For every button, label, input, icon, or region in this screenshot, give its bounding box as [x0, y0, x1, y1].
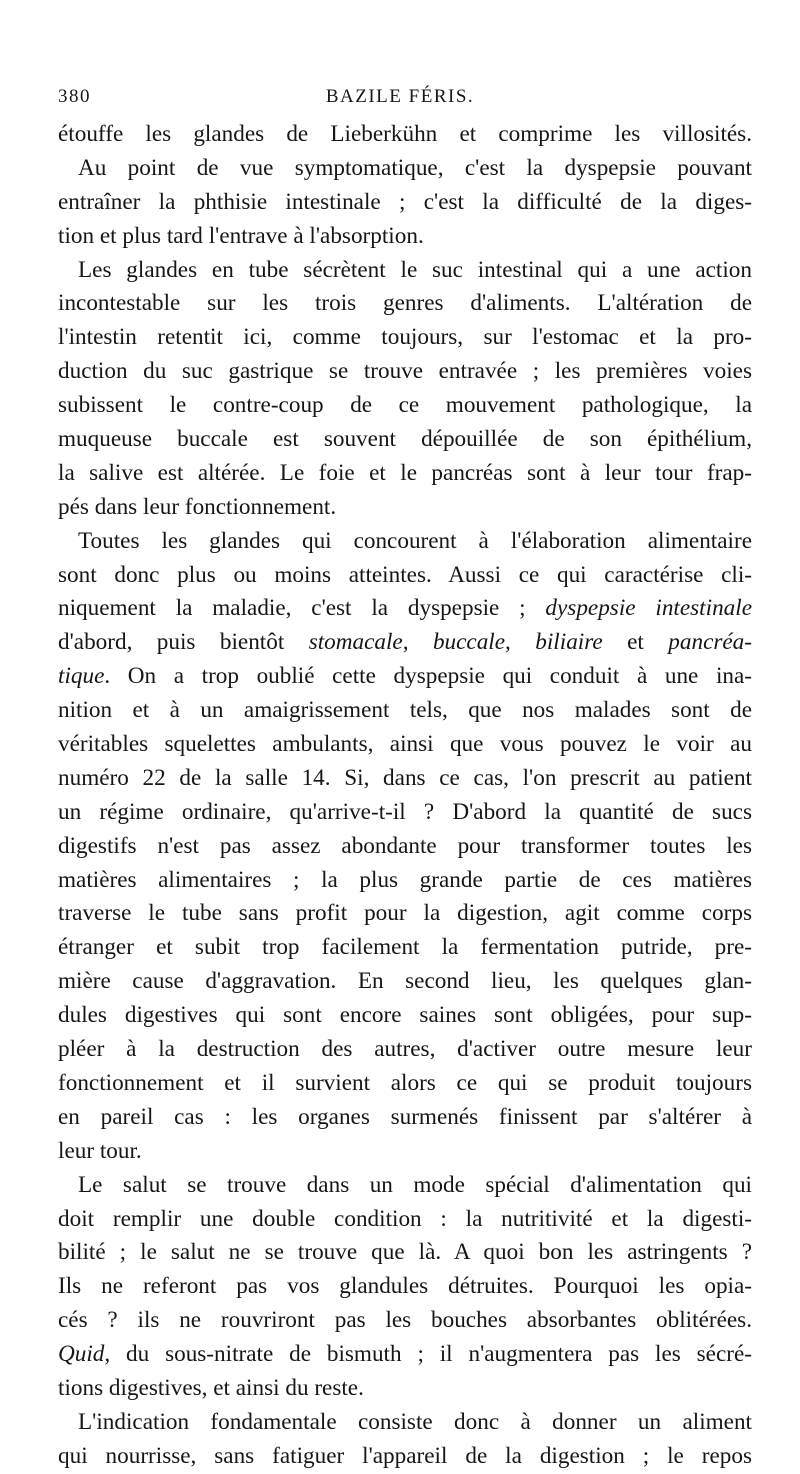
italic-text: dyspepsie intestinale: [545, 595, 752, 622]
text-segment: entraîner la phthisie intestinale ; c'est la difficulté de la diges-: [58, 188, 752, 215]
italic-text: stomacale, buccale, biliaire: [308, 629, 603, 656]
text-segment: étranger et subit trop facilement la fermentation putride, pre-: [58, 934, 752, 961]
text-line: [58, 626, 752, 660]
body-text: [58, 118, 752, 1474]
text-line: [58, 1270, 752, 1304]
text-line: [58, 660, 752, 694]
text-line: [58, 1304, 752, 1338]
text-segment: qui nourrisse, sans fatiguer l'appareil de la digestion ; le repos: [58, 1442, 752, 1469]
page-number: 380: [58, 86, 91, 107]
text-line: [58, 897, 752, 931]
text-line: [58, 762, 752, 796]
text-segment: pléer à la destruction des autres, d'activer outre mesure leur: [58, 1036, 752, 1063]
text-line: [58, 220, 752, 254]
text-line: [58, 287, 752, 321]
text-segment: Le salut se trouve dans un mode spécial d'alimentation qui: [78, 1171, 752, 1198]
text-segment: mière cause d'aggravation. En second lieu, les quelques glan-: [58, 968, 752, 995]
italic-text: pancréa-: [668, 629, 752, 656]
text-segment: sont donc plus ou moins atteintes. Aussi ce qui caractérise cli-: [58, 561, 752, 588]
text-line: [58, 389, 752, 423]
text-segment: L'indication fondamentale consiste donc à donner un aliment: [78, 1408, 752, 1435]
text-line: [58, 525, 752, 559]
text-segment: numéro 22 de la salle 14. Si, dans ce cas, l'on prescrit au patient: [58, 764, 752, 791]
text-segment: fonctionnement et il survient alors ce qui se produit toujours: [58, 1069, 752, 1096]
text-segment: bilité ; le salut ne se trouve que là. A quoi bon les astringents ?: [58, 1239, 752, 1266]
text-segment: tions digestives, et ainsi du reste.: [58, 1374, 364, 1401]
text-segment: étouffe les glandes de Lieberkühn et comprime les villosités.: [58, 121, 752, 147]
text-segment: cés ? ils ne rouvriront pas les bouches absorbantes oblitérées.: [58, 1307, 752, 1334]
text-line: [58, 1236, 752, 1270]
text-segment: la salive est altérée. Le foie et le pancréas sont à leur tour frap-: [58, 459, 752, 486]
text-segment: tion et plus tard l'entrave à l'absorption.: [58, 222, 424, 249]
text-line: [58, 592, 752, 626]
text-segment: pés dans leur fonctionnement.: [58, 493, 337, 520]
text-line: [58, 321, 752, 355]
text-line: [58, 965, 752, 999]
italic-text: tique: [58, 663, 105, 690]
text-line: [58, 423, 752, 457]
text-line: [58, 830, 752, 864]
running-header: [0, 86, 800, 116]
text-segment: d'abord, puis bientôt: [58, 629, 309, 656]
text-segment: duction du suc gastrique se trouve entravée ; les premières voies: [58, 358, 752, 385]
text-segment: incontestable sur les trois genres d'aliments. L'altération de: [58, 290, 752, 317]
text-segment: Toutes les glandes qui concourent à l'élaboration alimentaire: [78, 527, 752, 554]
text-line: [58, 491, 752, 525]
text-line: [58, 999, 752, 1033]
text-segment: véritables squelettes ambulants, ainsi que vous pouvez le voir au: [58, 731, 752, 758]
text-line: [58, 118, 752, 152]
text-line: [58, 864, 752, 898]
text-segment: leur tour.: [58, 1137, 142, 1164]
text-segment: doit remplir une double condition : la nutritivité et la digesti-: [58, 1205, 752, 1232]
text-line: [58, 1101, 752, 1135]
running-title: BAZILE FÉRIS.: [325, 86, 475, 107]
text-segment: muqueuse buccale est souvent dépouillée de son épithélium,: [58, 426, 752, 453]
text-segment: un régime ordinaire, qu'arrive-t-il ? D'abord la quantité de sucs: [58, 798, 752, 825]
text-segment: niquement la maladie, c'est la dyspepsie ;: [58, 595, 546, 622]
text-line: [58, 1033, 752, 1067]
text-segment: traverse le tube sans profit pour la digestion, agit comme corps: [58, 900, 752, 927]
text-segment: digestifs n'est pas assez abondante pour transformer toutes les: [58, 832, 752, 859]
text-segment: nition et à un amaigrissement tels, que nos malades sont de: [58, 697, 752, 724]
text-line: [58, 254, 752, 288]
text-line: [58, 796, 752, 830]
text-segment: dules digestives qui sont encore saines sont obligées, pour sup-: [58, 1002, 752, 1029]
text-segment: en pareil cas : les organes surmenés finissent par s'altérer à: [58, 1103, 752, 1130]
text-line: [58, 355, 752, 389]
text-line: [58, 1135, 752, 1169]
text-line: [58, 1169, 752, 1203]
text-line: [58, 1203, 752, 1237]
text-segment: Au point de vue symptomatique, c'est la dyspepsie pouvant: [78, 154, 752, 181]
text-line: [58, 457, 752, 491]
text-line: [58, 186, 752, 220]
text-segment: . On a trop oublié cette dyspepsie qui conduit à une ina-: [104, 663, 752, 690]
text-segment: Ils ne referont pas vos glandules détruites. Pourquoi les opia-: [58, 1273, 752, 1300]
text-line: [58, 1372, 752, 1406]
text-line: [58, 931, 752, 965]
text-segment: Les glandes en tube sécrètent le suc intestinal qui a une action: [78, 256, 752, 283]
text-segment: subissent le contre-coup de ce mouvement pathologique, la: [58, 392, 752, 419]
text-segment: l'intestin retentit ici, comme toujours, sur l'estomac et la pro-: [58, 324, 752, 351]
text-line: [58, 1067, 752, 1101]
italic-text: Quid: [58, 1341, 105, 1368]
text-line: [58, 728, 752, 762]
text-segment: matières alimentaires ; la plus grande partie de ces matières: [58, 866, 752, 893]
text-segment: et: [602, 629, 669, 656]
text-line: [58, 152, 752, 186]
text-segment: , du sous-nitrate de bismuth ; il n'augmentera pas les sécré-: [104, 1341, 752, 1368]
text-line: [58, 694, 752, 728]
text-line: [58, 1406, 752, 1440]
text-line: [58, 559, 752, 593]
text-line: [58, 1338, 752, 1372]
